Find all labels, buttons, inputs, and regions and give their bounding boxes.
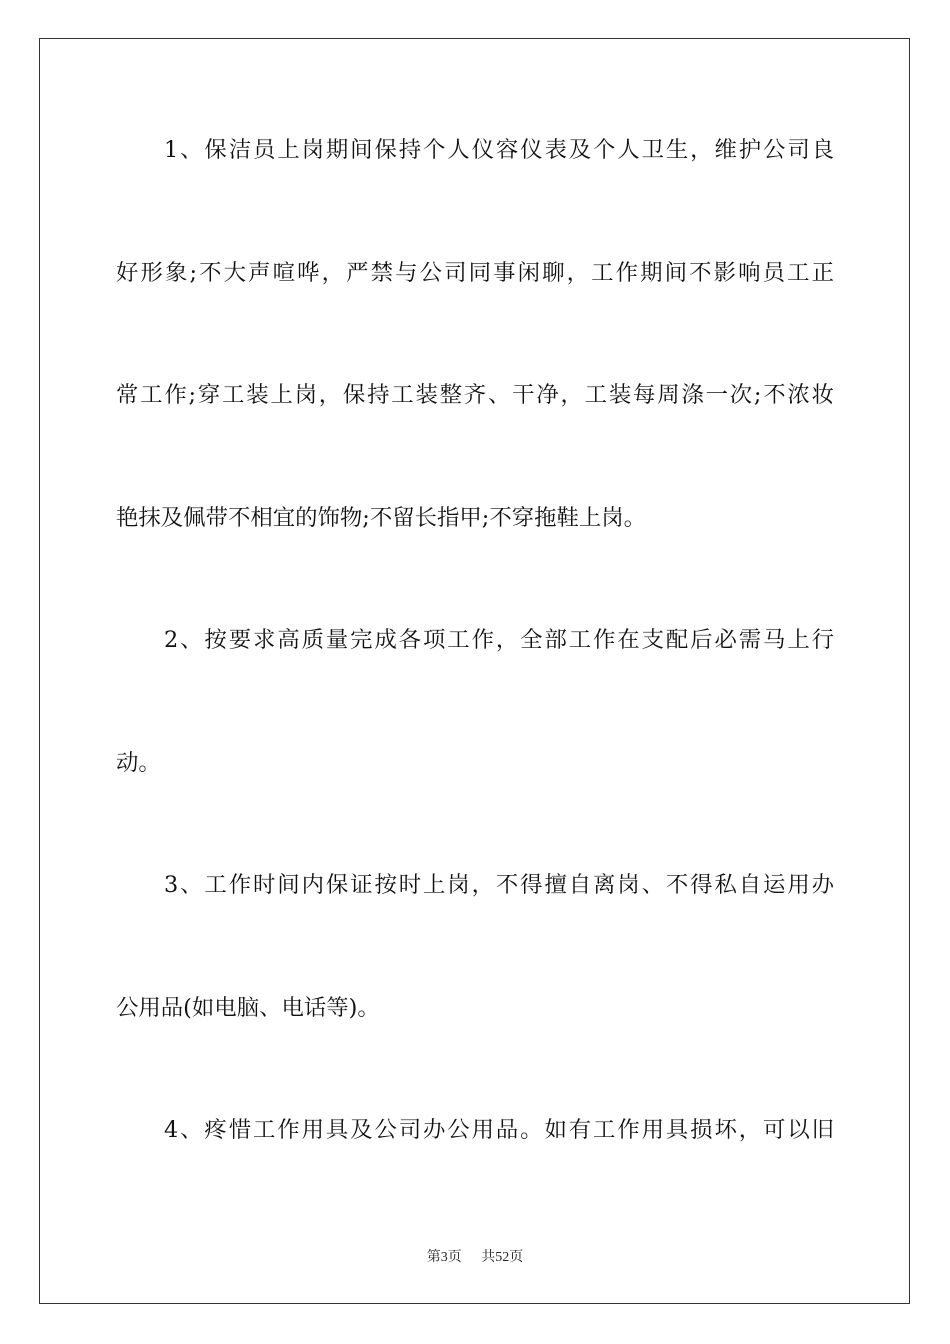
text-line-5: 2、按要求高质量完成各项工作，全部工作在支配后必需马上行 bbox=[164, 627, 834, 653]
page-total: 共52页 bbox=[481, 1250, 524, 1265]
text-line-9: 4、疼惜工作用具及公司办公用品。如有工作用具损坏，可以旧 bbox=[164, 1117, 834, 1143]
text-line-8: 公用品(如电脑、电话等)。 bbox=[116, 994, 380, 1021]
text-line-4: 艳抹及佩带不相宜的饰物;不留长指甲;不穿拖鞋上岗。 bbox=[116, 504, 647, 531]
text-line-7: 3、工作时间内保证按时上岗，不得擅自离岗、不得私自运用办 bbox=[164, 872, 834, 898]
text-line-1: 1、保洁员上岗期间保持个人仪容仪表及个人卫生，维护公司良 bbox=[164, 137, 834, 163]
text-line-3: 常工作;穿工装上岗，保持工装整齐、干净，工装每周涤一次;不浓妆 bbox=[116, 382, 834, 408]
text-line-2: 好形象;不大声喧哗，严禁与公司同事闲聊，工作期间不影响员工正 bbox=[116, 259, 834, 286]
page-footer bbox=[0, 1246, 950, 1266]
page-number: 第3页 bbox=[426, 1250, 462, 1265]
text-line-6: 动。 bbox=[116, 749, 161, 776]
document-body bbox=[116, 130, 834, 1233]
